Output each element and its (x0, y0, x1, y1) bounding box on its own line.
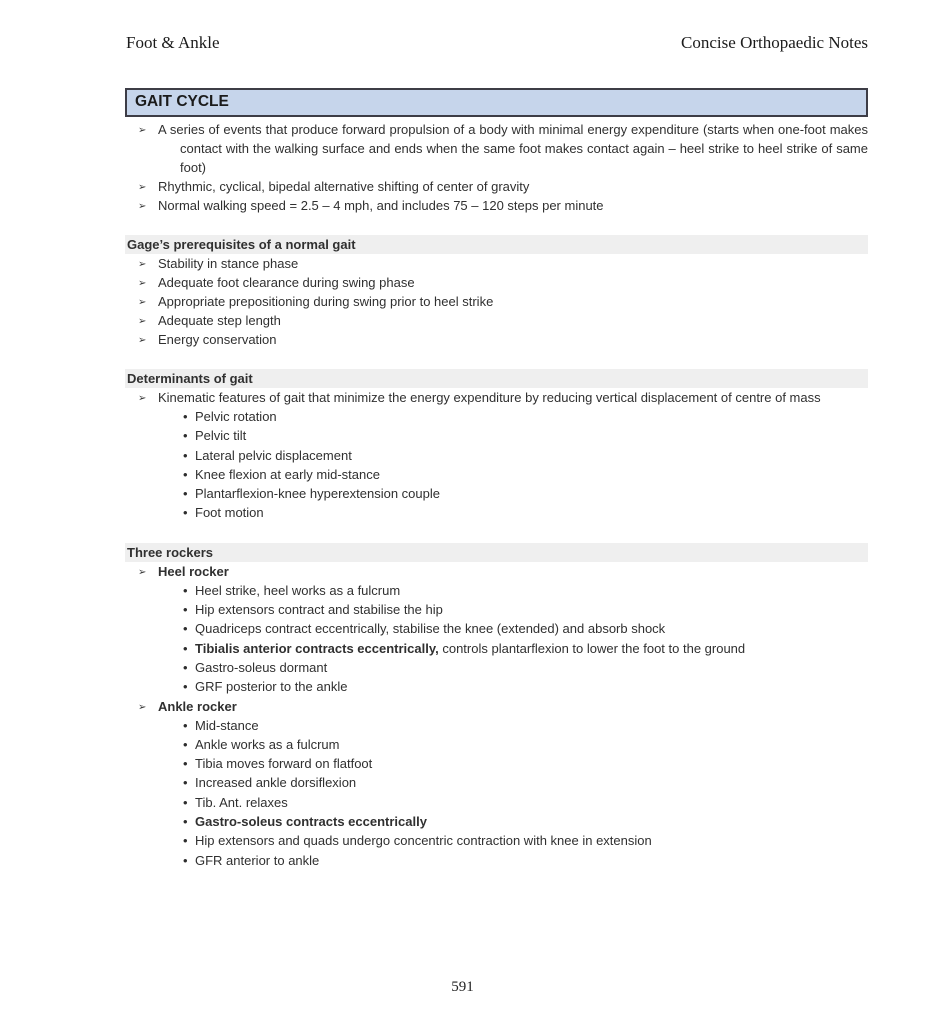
sub-bullet-text: Hip extensors and quads undergo concentric contraction with knee in extension (195, 833, 652, 849)
sub-bullet-text: GRF posterior to the ankle (195, 679, 348, 695)
arrow-bullet-icon: ➢ (138, 393, 147, 404)
bullet-text: Normal walking speed = 2.5 – 4 mph, and includes 75 – 120 steps per minute (158, 198, 604, 213)
dot-bullet-icon: • (183, 466, 188, 482)
dot-bullet-icon: • (183, 621, 188, 637)
dot-bullet-icon: • (183, 582, 188, 598)
sub-bullet-item (125, 581, 868, 600)
sub-bullet-item (125, 600, 868, 619)
bullet-item (125, 311, 868, 330)
dot-bullet-icon: • (183, 717, 188, 733)
bullet-item (125, 273, 868, 292)
intro-bullet-list (125, 120, 868, 215)
sub-bullet-text: Mid-stance (195, 717, 259, 733)
dot-bullet-icon: • (183, 814, 188, 830)
dot-bullet-icon: • (183, 659, 188, 675)
sub-bullet-text: Heel strike, heel works as a fulcrum (195, 582, 401, 598)
arrow-bullet-icon: ➢ (138, 297, 147, 308)
bullet-item (125, 120, 868, 177)
dot-bullet-icon: • (183, 640, 188, 656)
sub-bullet-item (125, 407, 868, 426)
sub-bullet-item (125, 426, 868, 445)
bullet-text: Kinematic features of gait that minimize the energy expenditure by reducing vertical displacement of centre of mass (158, 390, 821, 405)
sub-bullet-text: Plantarflexion-knee hyperextension couple (195, 486, 440, 502)
sub-bullet-item (125, 639, 868, 658)
section-bullet-list (125, 388, 868, 523)
arrow-bullet-icon: ➢ (138, 201, 147, 212)
sub-bullet-text: GFR anterior to ankle (195, 852, 320, 868)
dot-bullet-icon: • (183, 486, 188, 502)
sub-bullet-text: Tibia moves forward on flatfoot (195, 756, 373, 772)
sub-bullet-item (125, 773, 868, 792)
sub-bullet-bold-text: Tibialis anterior contracts eccentrically, (195, 640, 439, 656)
sub-bullet-item (125, 735, 868, 754)
page-header (126, 33, 868, 53)
dot-bullet-icon: • (183, 409, 188, 424)
arrow-bullet-icon: ➢ (138, 125, 147, 136)
arrow-bullet-icon: ➢ (138, 566, 147, 578)
sub-bullet-item (125, 831, 868, 850)
bullet-item (125, 330, 868, 349)
rocker-item (125, 562, 868, 581)
sub-bullet-item (125, 754, 868, 773)
sub-bullet-item (125, 716, 868, 735)
section-heading: Determinants of gait (125, 369, 868, 388)
sub-bullet-item (125, 503, 868, 522)
sub-bullet-text: Pelvic tilt (195, 428, 247, 444)
arrow-bullet-icon: ➢ (138, 182, 147, 193)
arrow-bullet-icon: ➢ (138, 316, 147, 327)
sub-bullet-text: Quadriceps contract eccentrically, stabilise the knee (extended) and absorb shock (195, 621, 666, 637)
bullet-item (125, 388, 868, 407)
page-number: 591 (451, 979, 474, 995)
section-heading: Three rockers (125, 543, 868, 562)
section-heading: Gage’s prerequisites of a normal gait (125, 235, 868, 254)
bullet-text: A series of events that produce forward propulsion of a body with minimal energy expenditure (starts when one-foot makes contact with the walking surface and ends when the same foot makes contact again – heel strike to heel strike of same foot) (158, 122, 868, 175)
header-chapter-title: Foot & Ankle (126, 33, 220, 52)
bullet-text: Energy conservation (158, 332, 277, 347)
bullet-text: Appropriate prepositioning during swing prior to heel strike (158, 294, 494, 309)
arrow-bullet-icon: ➢ (138, 701, 147, 713)
dot-bullet-icon: • (183, 505, 188, 521)
dot-bullet-icon: • (183, 679, 188, 695)
sub-bullet-item (125, 677, 868, 696)
dot-bullet-icon: • (183, 447, 188, 463)
bullet-item (125, 196, 868, 215)
arrow-bullet-icon: ➢ (138, 335, 147, 346)
sub-bullet-text: Ankle works as a fulcrum (195, 736, 340, 752)
sub-bullet-text: Tib. Ant. relaxes (195, 794, 288, 810)
sub-bullet-item (125, 446, 868, 465)
sub-bullet-item (125, 619, 868, 638)
sub-bullet-item (125, 465, 868, 484)
bullet-text: Adequate step length (158, 313, 281, 328)
sub-bullet-text: Hip extensors contract and stabilise the hip (195, 602, 443, 618)
sub-bullet-bold-text: Gastro-soleus contracts eccentrically (195, 814, 427, 830)
sub-bullet-text: controls plantarflexion to lower the foot to the ground (438, 640, 746, 656)
sub-bullet-text: Foot motion (195, 505, 264, 521)
sub-bullet-text: Knee flexion at early mid-stance (195, 466, 380, 482)
dot-bullet-icon: • (183, 794, 188, 810)
bullet-item (125, 254, 868, 273)
bullet-text: Stability in stance phase (158, 256, 299, 271)
dot-bullet-icon: • (183, 736, 188, 752)
arrow-bullet-icon: ➢ (138, 259, 147, 270)
section-bullet-list (125, 562, 868, 870)
bullet-item (125, 177, 868, 196)
bullet-text: Adequate foot clearance during swing phase (158, 275, 415, 290)
sub-bullet-item (125, 851, 868, 870)
dot-bullet-icon: • (183, 756, 188, 772)
page-title: GAIT CYCLE (125, 88, 868, 117)
bullet-text: Rhythmic, cyclical, bipedal alternative shifting of center of gravity (158, 179, 530, 194)
dot-bullet-icon: • (183, 602, 188, 618)
rocker-name: Heel rocker (158, 563, 229, 579)
sub-bullet-text: Gastro-soleus dormant (195, 659, 328, 675)
arrow-bullet-icon: ➢ (138, 278, 147, 289)
section-bullet-list (125, 254, 868, 349)
page-content (125, 88, 868, 870)
rocker-name: Ankle rocker (158, 698, 237, 714)
sub-bullet-item (125, 484, 868, 503)
sub-bullet-text: Pelvic rotation (195, 409, 277, 424)
sub-bullet-text: Lateral pelvic displacement (195, 447, 352, 463)
sub-bullet-item (125, 658, 868, 677)
dot-bullet-icon: • (183, 833, 188, 849)
dot-bullet-icon: • (183, 852, 188, 868)
sub-bullet-item (125, 793, 868, 812)
sub-bullet-item (125, 812, 868, 831)
sub-bullet-text: Increased ankle dorsiflexion (195, 775, 357, 791)
dot-bullet-icon: • (183, 775, 188, 791)
header-book-title: Concise Orthopaedic Notes (681, 33, 868, 52)
bullet-item (125, 292, 868, 311)
dot-bullet-icon: • (183, 428, 188, 444)
rocker-item (125, 697, 868, 716)
